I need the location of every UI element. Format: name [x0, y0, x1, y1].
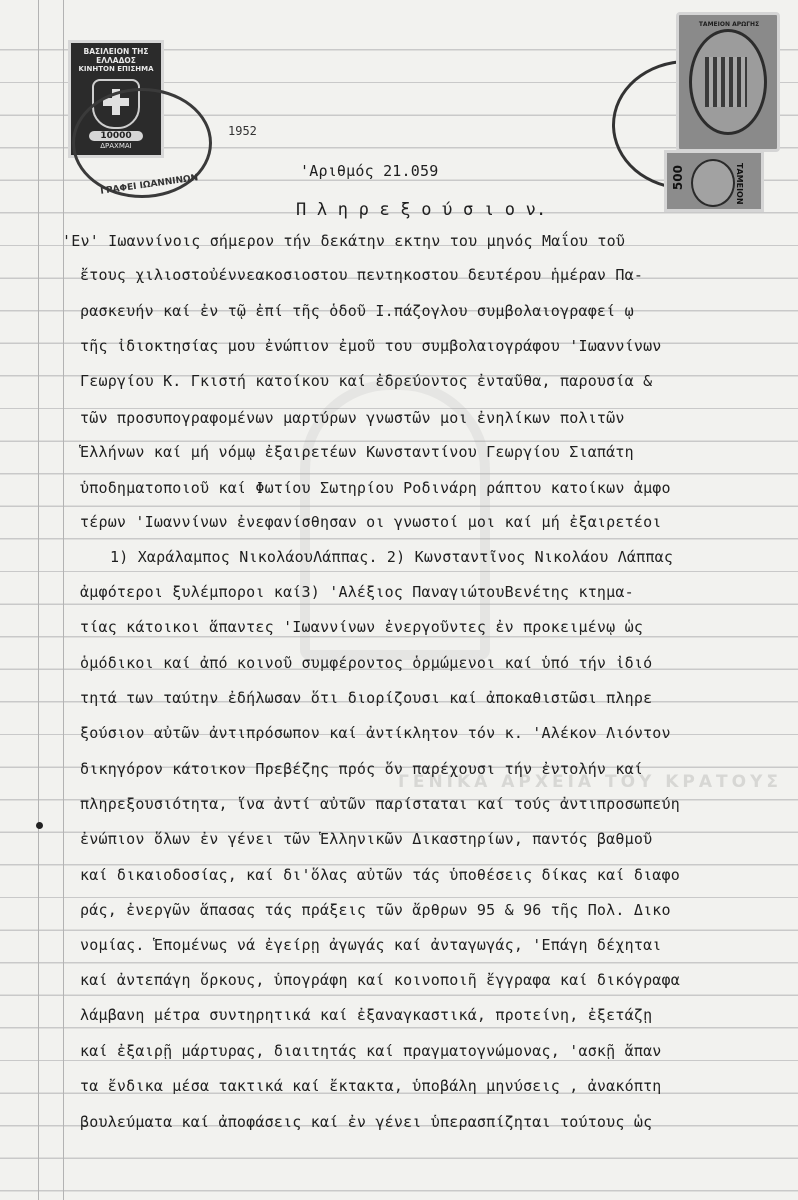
text-line: τα ἔνδικα μέσα τακτικά καί ἔκτακτα, ὑποβάλη μηνύσεις , ἀνακόπτη [80, 1077, 662, 1095]
text-line: καί ἐξαιρῇ μάρτυρας, διαιτητάς καί πραγματογνώμονας, 'ασκῇ ἅπαν [80, 1042, 662, 1060]
seal-date: 1952 [228, 124, 257, 138]
fund-stamp-right [676, 12, 780, 152]
text-line: δικηγόρον κάτοικον Πρεβέζης πρός ὅν παρέχουσι τήν ἐντολήν καί [80, 760, 644, 778]
ink-dot [36, 822, 43, 829]
text-line: ὑποδηματοποιοῦ καί Φωτίου Σωτηρίου Ροδινάρη ράπτου κατοίκων ἀμφο [80, 479, 671, 497]
text-line: 1) Χαράλαμπος ΝικολάουΛάππας. 2) Κωνσταντῖνος Νικολάου Λάππας [110, 548, 674, 566]
text-line: ὁμόδικοι καί ἀπό κοινοῦ συμφέροντος ὁρμώμενοι καί ὑπό τήν ἰδιό [80, 654, 653, 672]
document-number: 'Αριθμός 21.059 [300, 162, 439, 180]
text-line: τῆς ἰδιοκτησίας μου ἐνώπιον ἐμοῦ του συμβολαιογράφου 'Ιωαννίνων [80, 337, 662, 355]
text-line: ξούσιον αὐτῶν ἀντιπρόσωπον καί ἀντίκλητον τόν κ. 'Αλέκον Λιόντον [80, 724, 671, 742]
seal-text: ΓΡΑΦΕΙ ΙΩΑΝΝΙΝΩΝ [99, 173, 199, 197]
text-line: 'Εν' Ιωαννίνοις σήμερον τήν δεκάτην εκτην του μηνός Μαΐου τοῦ [62, 232, 626, 250]
text-line: νομίας. Ἑπομένως νά ἐγείρῃ ἀγωγάς καί ἀνταγωγάς, 'Επάγη δέχηται [80, 936, 662, 954]
text-line: καί δικαιοδοσίας, καί δι'ὅλας αὐτῶν τάς ὑποθέσεις δίκας καί διαφο [80, 866, 680, 884]
building-icon [705, 57, 747, 107]
stamp-value: 10000 [89, 131, 143, 141]
text-line: ἀμφότεροι ξυλέμποροι καί3) 'Αλέξιος ΠαναγιώτουΒενέτης κτημα- [80, 583, 634, 601]
text-line: ἔτους χιλιοστοὐέννεακοσιοστου πεντηκοστου δευτέρου ἡμέραν Πα- [80, 266, 644, 284]
text-line: καί ἀντεπάγη ὅρκους, ὑπογράφη καί κοινοποιῆ ἔγγραφα καί δικόγραφα [80, 971, 680, 989]
text-line: τέρων 'Ιωαννίνων ἐνεφανίσθησαν οι γνωστοί μοι καί μή ἐξαιρετέοι [80, 513, 662, 531]
text-line: πληρεξουσιότητα, ἵνα ἀντί αὐτῶν παρίσταται καί τούς ἀντιπροσωπεύη [80, 795, 680, 813]
text-line: τητά των ταύτην ἐδήλωσαν ὅτι διορίζουσι καί ἀποκαθιστῶσι πληρε [80, 689, 653, 707]
stamp-subheader: ΚΙΝΗΤΟΝ ΕΠΙΣΗΜΑ [78, 65, 154, 73]
fee-stamp-small [664, 150, 764, 212]
margin-line [38, 0, 39, 1200]
stamp-currency: ΔΡΑΧΜΑΙ [100, 142, 132, 150]
text-line: βουλεύματα καί ἀποφάσεις καί ἐν γένει ὑπερασπίζηται τούτους ὡς [80, 1113, 653, 1131]
document-title: Π λ η ρ ε ξ ο ύ σ ι ο ν. [296, 200, 547, 220]
stamp-small-value: 500 [671, 165, 685, 191]
text-line: ράς, ἐνεργῶν ἅπασας τάς πράξεις τῶν ἄρθρων 95 & 96 τῆς Πολ. Δικο [80, 901, 671, 919]
stamp-ribbon-text: ΤΑΜΕΙΟΝ ΑΡΩΓΗΣ [698, 21, 760, 28]
watermark-text: ΓΕΝΙΚΑ ΑΡΧΕΙΑ ΤΟΥ ΚΡΑΤΟΥΣ [398, 772, 783, 792]
text-line: τίας κάτοικοι ἅπαντες 'Ιωαννίνων ἐνεργοῦντες ἐν προκειμένῳ ὡς [80, 618, 644, 636]
text-line: Ἑλλήνων καί μή νόμῳ ἐξαιρετέων Κωνσταντίνου Γεωργίου Σιαπάτη [80, 443, 634, 461]
margin-line [63, 0, 64, 1200]
text-line: ρασκευήν καί ἐν τῷ ἐπί τῆς ὁδοῦ Ι.πάζογλου συμβολαιογραφεί ῳ [80, 302, 634, 320]
stamp-small-label: ΤΑΜΕΙΟΝ [735, 163, 744, 205]
text-line: Γεωργίου Κ. Γκιστή κατοίκου καί ἐδρεύοντος ἐνταῦθα, παρουσία & [80, 372, 653, 390]
text-line: λάμβανη μέτρα συντηρητικά καί ἐξαναγκαστικά, προτείνη, ἐξετάζῃ [80, 1006, 653, 1024]
stamp-header: ΒΑΣΙΛΕΙΟΝ ΤΗΣ ΕΛΛΑΔΟΣ [83, 47, 149, 65]
text-line: τῶν προσυπογραφομένων μαρτύρων γνωστῶν μοι ἐνηλίκων πολιτῶν [80, 409, 625, 427]
medallion-icon [691, 159, 735, 207]
text-line: ἐνώπιον ὅλων ἐν γένει τῶν Ἑλληνικῶν Δικαστηρίων, παντός βαθμοῦ [80, 830, 653, 848]
